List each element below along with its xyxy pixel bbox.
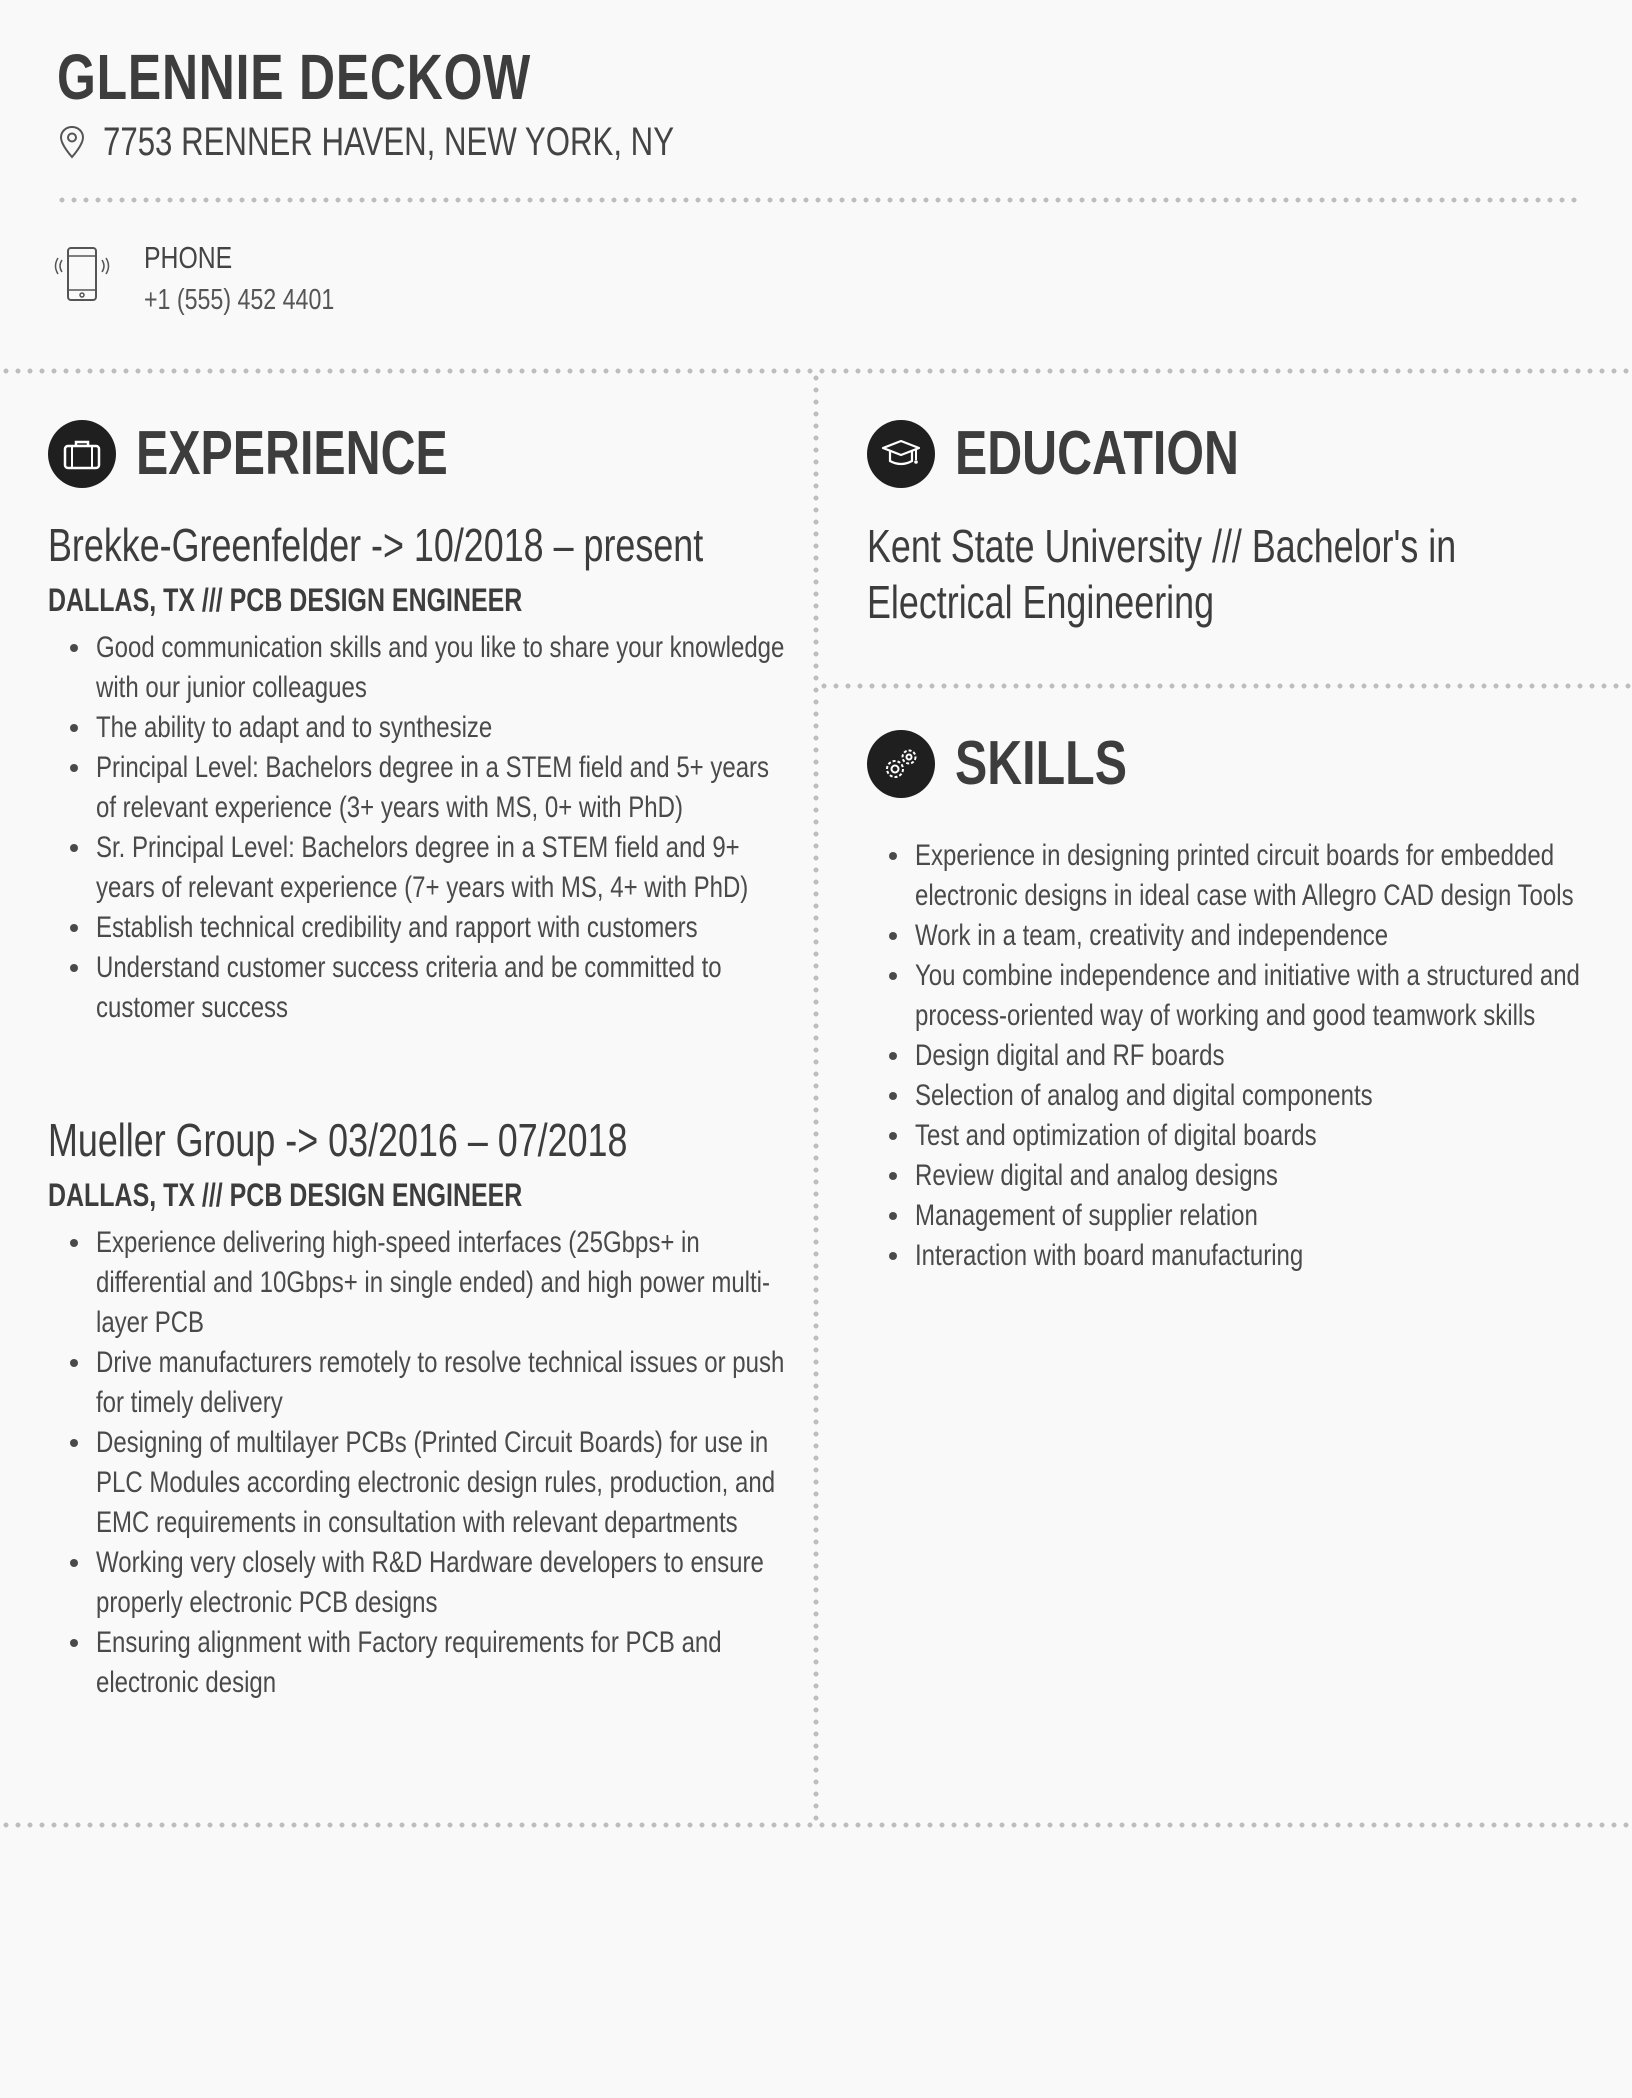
briefcase-icon: [62, 437, 102, 471]
list-item: Work in a team, creativity and independence: [867, 916, 1607, 956]
list-item: Understand customer success criteria and be committed to customer success: [48, 948, 788, 1028]
list-item: Working very closely with R&D Hardware developers to ensure properly electronic PCB designs: [48, 1543, 788, 1623]
education-header: [867, 418, 1319, 489]
job-bullets: [48, 1223, 788, 1703]
list-item: Experience delivering high-speed interfaces (25Gbps+ in differential and 10Gbps+ in single ended) and high power multi-layer PCB: [48, 1223, 788, 1343]
list-item: Designing of multilayer PCBs (Printed Circuit Boards) for use in PLC Modules according electronic design rules, production, and EMC requirements in consultation with relevant departments: [48, 1423, 788, 1543]
gears-icon: [880, 744, 922, 784]
phone-value[interactable]: +1 (555) 452 4401: [144, 284, 335, 316]
list-item: The ability to adapt and to synthesize: [48, 708, 788, 748]
education-entry: Kent State University /// Bachelor's in Electrical Engineering: [867, 520, 1457, 628]
education-skills-divider: [818, 683, 1632, 689]
list-item: Principal Level: Bachelors degree in a STEM field and 5+ years of relevant experience (3+ years with MS, 0+ with PhD): [48, 748, 788, 828]
list-item: Test and optimization of digital boards: [867, 1116, 1607, 1156]
experience-title: EXPERIENCE: [136, 419, 448, 488]
address-text: 7753 RENNER HAVEN, NEW YORK, NY: [103, 119, 675, 164]
list-item: You combine independence and initiative with a structured and process-oriented way of working and good teamwork skills: [867, 956, 1607, 1036]
list-item: Sr. Principal Level: Bachelors degree in a STEM field and 9+ years of relevant experience (7+ years with MS, 4+ with PhD): [48, 828, 788, 908]
section-divider-bottom: [0, 1822, 1632, 1828]
job-bullets: [48, 628, 788, 1028]
list-item: Review digital and analog designs: [867, 1156, 1607, 1196]
job-entry: [48, 518, 788, 1028]
skills-header: [867, 728, 1175, 799]
skills-title: SKILLS: [955, 729, 1127, 798]
job-subheading: DALLAS, TX /// PCB DESIGN ENGINEER: [48, 582, 523, 618]
list-item: Interaction with board manufacturing: [867, 1236, 1607, 1276]
contact-phone: [54, 240, 382, 317]
experience-header: [48, 418, 536, 489]
address-row: [57, 120, 835, 164]
list-item: Management of supplier relation: [867, 1196, 1607, 1236]
phone-label: PHONE: [144, 240, 233, 275]
list-item: Experience in designing printed circuit boards for embedded electronic designs in ideal case with Allegro CAD design Tools: [867, 836, 1607, 916]
job-heading: Brekke-Greenfelder -> 10/2018 – present: [48, 519, 704, 571]
job-entry: [48, 1113, 788, 1703]
education-title: EDUCATION: [955, 419, 1239, 488]
map-pin-icon: [57, 124, 87, 160]
smartphone-icon: [54, 244, 110, 306]
list-item: Design digital and RF boards: [867, 1036, 1607, 1076]
candidate-name: GLENNIE DECKOW: [57, 41, 532, 113]
list-item: Establish technical credibility and rapport with customers: [48, 908, 788, 948]
list-item: Drive manufacturers remotely to resolve technical issues or push for timely delivery: [48, 1343, 788, 1423]
graduation-cap-icon: [880, 436, 922, 472]
list-item: Ensuring alignment with Factory requirements for PCB and electronic design: [48, 1623, 788, 1703]
header-divider: [56, 197, 1580, 203]
job-heading: Mueller Group -> 03/2016 – 07/2018: [48, 1114, 628, 1166]
skills-list: [867, 830, 1607, 1276]
list-item: Selection of analog and digital components: [867, 1076, 1607, 1116]
list-item: Good communication skills and you like to share your knowledge with our junior colleagues: [48, 628, 788, 708]
job-subheading: DALLAS, TX /// PCB DESIGN ENGINEER: [48, 1177, 523, 1213]
